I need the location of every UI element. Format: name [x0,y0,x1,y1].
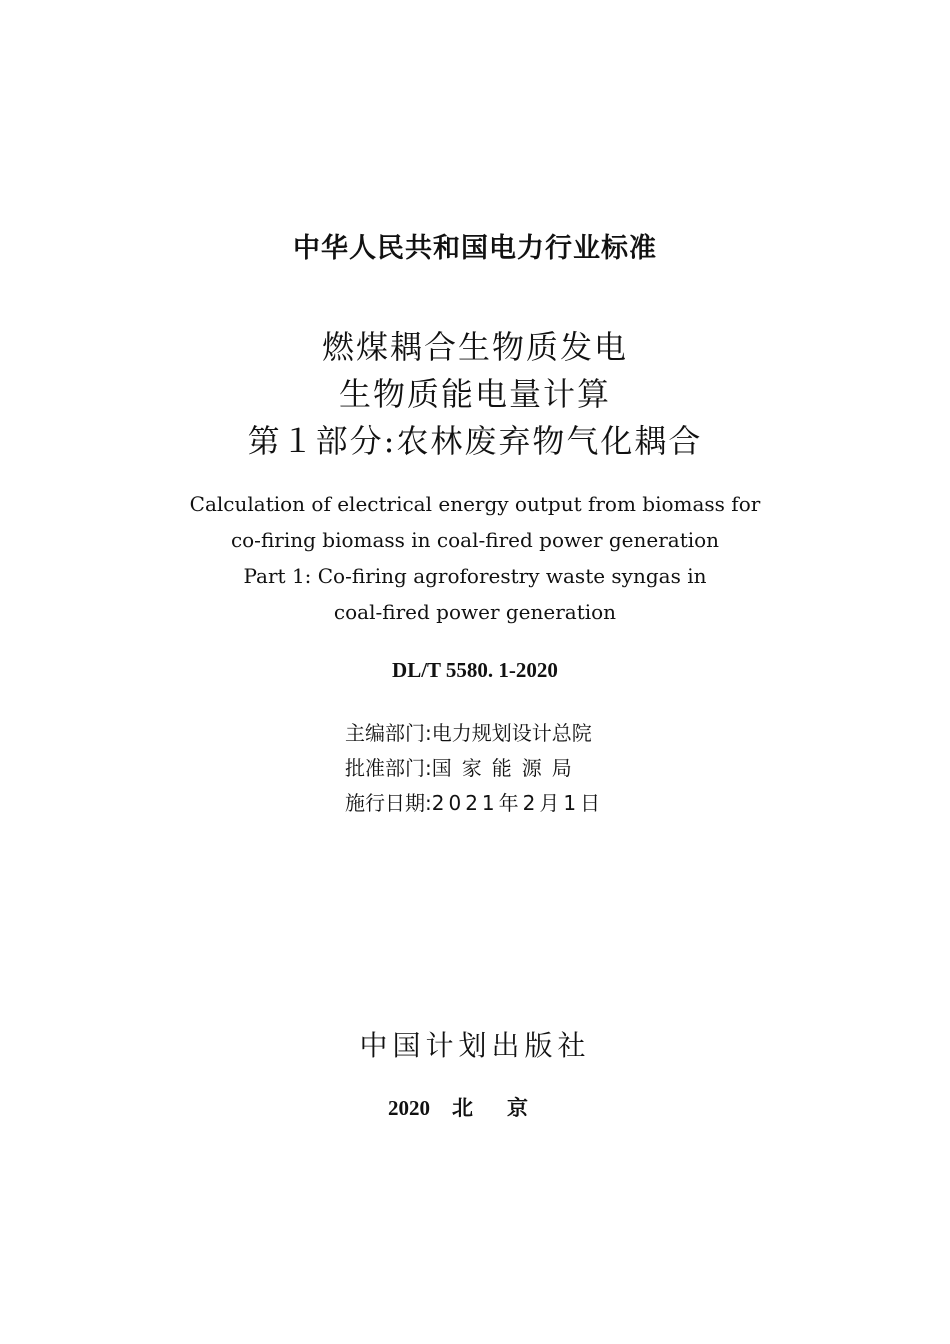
imprint-line [0,1092,950,1122]
editor-value: 电力规划设计总院 [431,721,592,745]
effective-value: 2021年2月1日 [431,791,605,815]
title-en-line-4: coal-fired power generation [333,600,617,624]
editor-label: 主编部门: [345,721,432,745]
publisher-name: 中国计划出版社 [359,1029,591,1062]
imprint-year: 2020 [388,1096,430,1120]
title-zh-line-2: 生物质能电量计算 [338,375,611,413]
approver-row [345,751,582,785]
standard-number: DL/T 5580. 1-2020 [392,658,558,682]
title-en-line-2: co-firing biomass in coal-fired power generation [230,528,720,552]
title-en-line-1: Calculation of electrical energy output from biomass for [189,492,761,516]
imprint-city: 北京 [452,1096,562,1120]
standard-header: 中华人民共和国电力行业标准 [293,233,657,264]
editor-row [345,716,592,750]
effective-date-row [345,786,604,820]
title-en-line-3: Part 1: Co-firing agroforestry waste syngas in [243,564,707,588]
effective-label: 施行日期: [345,791,432,815]
approver-value: 国家能源局 [431,756,582,780]
title-zh-line-3: 第１部分:农林废弃物气化耦合 [247,422,703,460]
title-zh-line-1: 燃煤耦合生物质发电 [321,328,628,366]
approver-label: 批准部门: [345,756,432,780]
